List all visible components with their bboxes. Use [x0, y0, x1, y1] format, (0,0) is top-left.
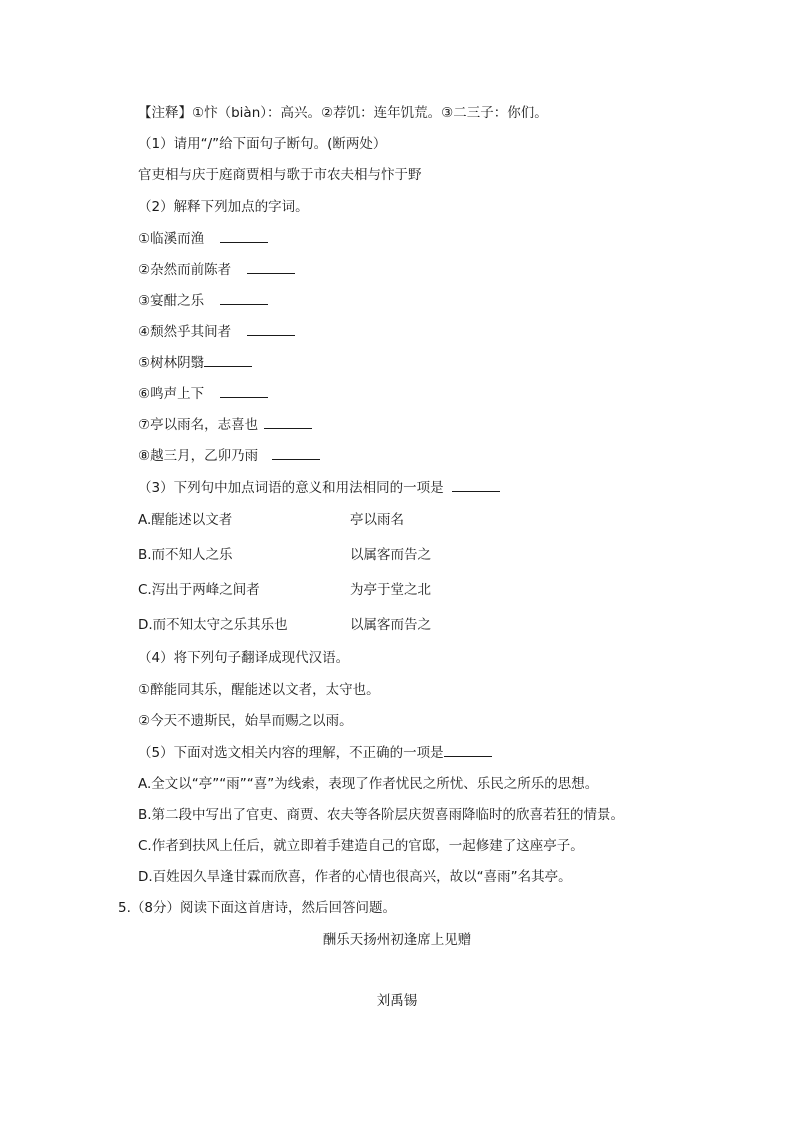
question-2-item [138, 292, 268, 310]
question-3-option [138, 616, 738, 634]
question-4-item: ①醉能同其乐，醒能述以文者，太守也。 [138, 682, 380, 698]
question-1-sentence: 官吏相与庆于庭商贾相与歌于市农夫相与忭于野 [138, 167, 422, 183]
question-3-option [138, 546, 738, 564]
item-text: ⑧越三月，乙卯乃雨 [138, 448, 259, 464]
item-text: ③宴酣之乐 [138, 293, 205, 309]
question-2-item [138, 385, 268, 403]
question-2-item [138, 323, 295, 341]
question-5-option: D.百姓因久旱逢甘霖而欣喜，作者的心情也很高兴，故以“喜雨”名其亭。 [138, 869, 572, 885]
option-left: D.而不知太守之乐其乐也 [138, 617, 288, 633]
question-3-option [138, 511, 738, 529]
question-1-prompt: （1）请用“/”给下面句子断句。(断两处） [138, 136, 387, 152]
question-2-item [138, 261, 295, 279]
question-5-option: A.全文以“亭”“雨”“喜”为线索，表现了作者忧民之所忧、乐民之所乐的思想。 [138, 776, 599, 792]
section-5-heading: 5.（8分）阅读下面这首唐诗，然后回答问题。 [118, 900, 396, 916]
poem-title: 酬乐天扬州初逢席上见赠 [322, 932, 472, 948]
question-3-option [138, 581, 738, 599]
option-right: 以属客而告之 [350, 617, 431, 633]
option-right: 为亭于堂之北 [350, 582, 431, 598]
annotation-note: 【注释】①忭（biàn）：高兴。②荐饥：连年饥荒。③二三子：你们。 [138, 105, 548, 121]
question-4-item: ②今天不遗斯民，始旱而赐之以雨。 [138, 713, 353, 729]
question-3-prompt [138, 479, 500, 497]
question-5-option: B.第二段中写出了官吏、商贾、农夫等各阶层庆贺喜雨降临时的欣喜若狂的情景。 [138, 807, 625, 823]
prompt-text: （5）下面对选文相关内容的理解，不正确的一项是 [138, 745, 444, 761]
question-2-prompt: （2）解释下列加点的字词。 [138, 199, 309, 215]
answer-blank[interactable] [452, 479, 500, 492]
answer-blank[interactable] [272, 447, 320, 460]
question-2-item [138, 230, 268, 248]
item-text: ④颓然乎其间者 [138, 324, 232, 340]
item-text: ⑥鸣声上下 [138, 386, 205, 402]
answer-blank[interactable] [264, 416, 312, 429]
item-text: ①临溪而渔 [138, 231, 205, 247]
answer-blank[interactable] [444, 744, 492, 757]
item-text: ⑦亭以雨名，志喜也 [138, 417, 259, 433]
question-2-item [138, 447, 320, 465]
prompt-text: （3）下列句中加点词语的意义和用法相同的一项是 [138, 480, 444, 496]
answer-blank[interactable] [220, 292, 268, 305]
item-text: ②杂然而前陈者 [138, 262, 232, 278]
question-2-item [138, 416, 312, 434]
answer-blank[interactable] [204, 354, 252, 367]
question-4-prompt: （4）将下列句子翻译成现代汉语。 [138, 650, 350, 666]
question-5-prompt [138, 744, 492, 762]
answer-blank[interactable] [247, 261, 295, 274]
poem-author: 刘禹锡 [376, 993, 418, 1009]
item-text: ⑤树林阴翳 [138, 355, 205, 371]
option-left: C.泻出于两峰之间者 [138, 582, 260, 598]
option-right: 亭以雨名 [350, 512, 404, 528]
question-2-item [138, 354, 252, 372]
option-left: B.而不知人之乐 [138, 547, 233, 563]
option-left: A.醒能述以文者 [138, 512, 233, 528]
question-5-option: C.作者到扶风上任后，就立即着手建造自己的官邸，一起修建了这座亭子。 [138, 838, 584, 854]
answer-blank[interactable] [247, 323, 295, 336]
answer-blank[interactable] [220, 230, 268, 243]
answer-blank[interactable] [220, 385, 268, 398]
option-right: 以属客而告之 [350, 547, 431, 563]
